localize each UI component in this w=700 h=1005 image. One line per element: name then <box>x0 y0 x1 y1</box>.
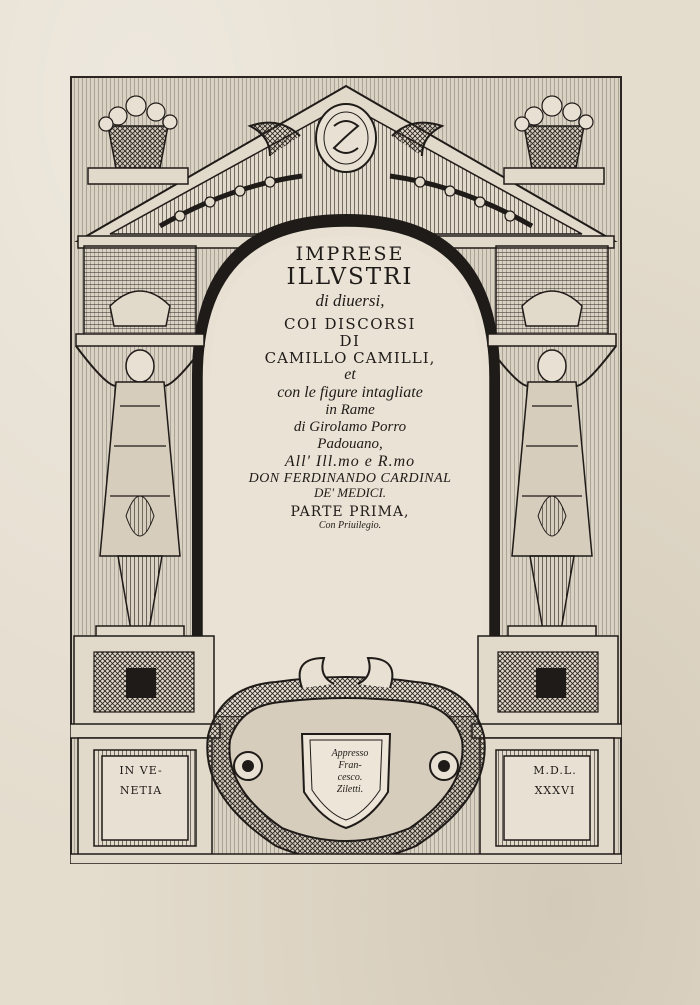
title-line-13: DON FERDINANDO CARDINAL <box>248 470 452 486</box>
title-line-12: All' Ill.mo e R.mo <box>284 452 416 470</box>
title-line-14: DE' MEDICI. <box>313 485 387 501</box>
place-line-1: IN VE- <box>119 764 163 777</box>
place-line-2: NETIA <box>119 784 163 797</box>
imprint-line-3: cesco. <box>337 772 363 783</box>
imprint-line-4: Ziletti. <box>336 784 364 795</box>
title-line-6: CAMILLO CAMILLI, <box>264 348 436 367</box>
balustrade-left <box>70 636 220 738</box>
title-line-1: IMPRESE <box>295 243 405 265</box>
printer-imprint <box>310 748 390 814</box>
title-line-4: COI DISCORSI <box>284 315 416 334</box>
title-line-15: PARTE PRIMA, <box>290 503 410 520</box>
date-line-1: M.D.L. <box>533 764 577 777</box>
date-line-2: XXXVI <box>534 784 576 797</box>
title-line-11: Padouano, <box>317 435 383 452</box>
balustrade-right <box>472 636 622 738</box>
title-line-2: ILLVSTRI <box>286 264 414 291</box>
plate-base <box>70 854 622 864</box>
date-inscription <box>521 761 589 801</box>
imprint-line-1: Appresso <box>331 748 369 759</box>
title-line-3: di diuersi, <box>315 291 385 311</box>
imprint-line-2: Fran- <box>338 760 362 771</box>
title-line-5: DI <box>339 331 361 350</box>
title-line-7: et <box>344 366 356 384</box>
title-line-8: con le figure intagliate <box>277 384 423 402</box>
title-block <box>205 238 495 532</box>
title-line-9: in Rame <box>325 402 375 419</box>
title-line-10: di Girolamo Porro <box>293 419 407 436</box>
place-inscription <box>107 761 175 801</box>
title-line-16: Con Priuilegio. <box>318 520 382 532</box>
